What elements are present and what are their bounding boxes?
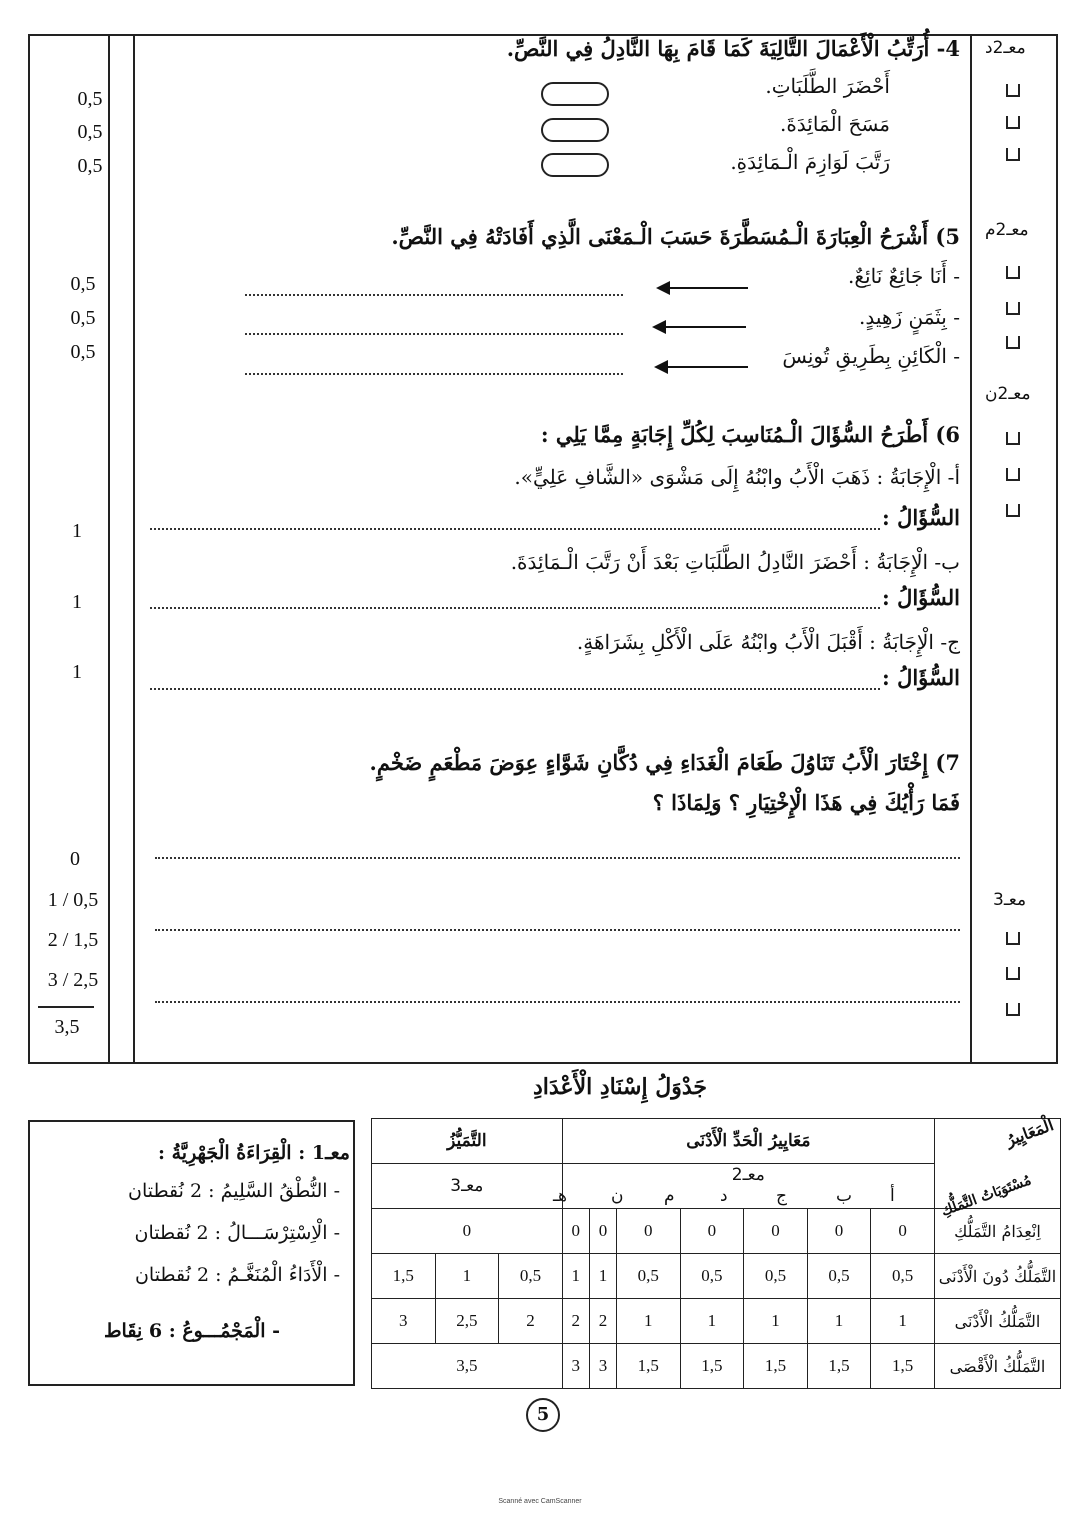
cell: 2 [562, 1299, 589, 1344]
criteria-column-divider [970, 34, 972, 1064]
checkbox[interactable] [1006, 148, 1020, 161]
question-4-title: 4- أُرَتِّبُ الْأَعْمَالَ التَّالِيَةَ كَمَا قَامَ بِهَا النَّادِلُ فِي النَّصِّ. [506, 36, 960, 61]
table-row [372, 1209, 1061, 1254]
arrow-left-icon [658, 287, 748, 289]
criterion-letter: هـ [553, 1186, 567, 1206]
checkbox[interactable] [1006, 336, 1020, 349]
arrow-left-icon [656, 366, 748, 368]
criterion-label: معـ2م [985, 220, 1029, 240]
cell: 0 [871, 1209, 935, 1254]
cell: 1 [807, 1299, 871, 1344]
checkbox[interactable] [1006, 967, 1020, 980]
checkbox[interactable] [1006, 116, 1020, 129]
score-value: 0,5 [77, 155, 103, 177]
checkbox[interactable] [1006, 84, 1020, 97]
cell: 0 [617, 1209, 681, 1254]
question-7-line-1: 7) إِخْتَارَ الْأَبُ تَنَاوُلَ طَعَامَ الْغَدَاءِ فِي دُكَّانِ شَوَّاءٍ عِوَضَ مَطْعَمٍ ضَخْمٍ. [369, 750, 960, 775]
score-value: 1 [72, 520, 82, 542]
cell: 0 [589, 1209, 616, 1254]
corner-top-label: الْمَعَايِيرُ [1002, 1115, 1056, 1150]
cell: 1 [744, 1299, 808, 1344]
cell: 1,5 [871, 1344, 935, 1389]
q4-item-1: أَحْضَرَ الطَّلَبَاتِ. [765, 74, 890, 98]
cell: 0 [744, 1209, 808, 1254]
criterion-letter: م [664, 1186, 675, 1206]
table-row [372, 1299, 1061, 1344]
min-criteria-header: مَعَايِيرُ الْحَدِّ الْأَدْنَى [562, 1119, 934, 1164]
question-5-title: 5) أَشْرَحُ الْعِبَارَةَ الْـمُسَطَّرَةَ حَسَبَ الْـمَعْنَى الَّذِي أَفَادَتْهُ فِي النَّصِّ. [391, 224, 960, 249]
row-label: التَّمَلُّكُ دُونَ الْأَدْنَى [935, 1254, 1061, 1299]
score-value: 0,5 [70, 341, 96, 363]
criterion-letter: أ [890, 1186, 895, 1206]
q5-item-3: - الْكَائِنِ بِطَرِيقِ تُونِسَ [782, 344, 960, 368]
cell: 3,5 [372, 1344, 563, 1389]
cell: 0 [680, 1209, 744, 1254]
cell: 1 [435, 1254, 499, 1299]
score-value: 1 / 0,5 [47, 889, 99, 911]
score-value: 1 [72, 661, 82, 683]
legend-item: - الْاِسْتِرْسَـــالُ : 2 نُقطتان [134, 1222, 340, 1244]
criterion-label: معـ2ن [985, 384, 1031, 404]
cell: 1,5 [372, 1254, 436, 1299]
cell: 1,5 [744, 1344, 808, 1389]
legend-total: - الْمَجْمُـــوعُ : 6 نِقَاط [103, 1320, 280, 1342]
criterion-label: معـ2د [985, 38, 1026, 58]
criterion-letter: ن [611, 1186, 624, 1206]
legend-title: معـ1 : الْقِرَاءَةُ الْجَهْرِيَّةُ : [157, 1142, 350, 1164]
score-total: 3,5 [54, 1016, 80, 1038]
cell: 3 [589, 1344, 616, 1389]
cell: 0,5 [744, 1254, 808, 1299]
grading-table [371, 1115, 1061, 1389]
checkbox[interactable] [1006, 1003, 1020, 1016]
answer-line[interactable] [155, 929, 960, 931]
q6-answer-b: ب- الْإِجَابَةُ : أَحْضَرَ النَّادِلُ الطَّلَبَاتِ بَعْدَ أَنْ رَتَّبَ الْـمَائِدَةَ. [510, 550, 960, 574]
score-column-divider-2 [133, 34, 135, 1064]
answer-line[interactable] [150, 688, 880, 690]
row-label: اِنْعِدَامُ التَّمَلُّكِ [935, 1209, 1061, 1254]
q4-item-3: رَتَّبَ لَوَازِمَ الْـمَائِدَةِ. [730, 150, 890, 174]
cell: 1 [562, 1254, 589, 1299]
criterion-label: معـ3 [993, 890, 1027, 910]
criterion-letter: ب [836, 1186, 853, 1206]
checkbox[interactable] [1006, 468, 1020, 481]
checkbox[interactable] [1006, 302, 1020, 315]
answer-line[interactable] [245, 333, 623, 335]
cell: 0,5 [871, 1254, 935, 1299]
corner-bottom-label: مُسْتَوَيَاتُ التَّمَلُّكِ [939, 1172, 1034, 1220]
q6-answer-a: أ- الْإِجَابَةُ : ذَهَبَ الْأَبُ وابْنُهُ إِلَى مَشْوَى «الشَّافِ عَلِيٍّ». [514, 465, 960, 489]
order-answer-box-2[interactable] [541, 118, 609, 142]
answer-line[interactable] [150, 607, 880, 609]
score-value: 0,5 [70, 307, 96, 329]
criterion-letter: ج [776, 1186, 787, 1206]
cell: 0,5 [617, 1254, 681, 1299]
row-label: التَّمَلُّكُ الْأَقْصَى [935, 1344, 1061, 1389]
checkbox[interactable] [1006, 504, 1020, 517]
question-6-title: 6) أَطْرَحُ السُّؤَالَ الْـمُنَاسِبَ لِكُلِّ إِجَابَةٍ مِمَّا يَلِي : [540, 422, 960, 447]
cell: 2 [499, 1299, 563, 1344]
exam-frame [28, 34, 1058, 1064]
checkbox[interactable] [1006, 932, 1020, 945]
score-value: 0,5 [77, 88, 103, 110]
answer-line[interactable] [155, 1001, 960, 1003]
row-label: التَّمَلُّكُ الْأَدْنَى [935, 1299, 1061, 1344]
legend-item: - الْأَدَاءُ الْمُنَغَّـمُ : 2 نُقطتان [134, 1264, 340, 1286]
score-value: 3 / 2,5 [47, 969, 99, 991]
cell: 1 [589, 1254, 616, 1299]
excellence-header: التَّمَيُّزُ [372, 1119, 563, 1164]
cell: 2,5 [435, 1299, 499, 1344]
answer-line[interactable] [155, 857, 960, 859]
cell: 1 [617, 1299, 681, 1344]
score-value: 2 / 1,5 [47, 929, 99, 951]
q4-item-2: مَسَحَ الْمَائِدَةَ. [779, 112, 890, 136]
cell: 2 [589, 1299, 616, 1344]
order-answer-box-3[interactable] [541, 153, 609, 177]
arrow-left-icon [654, 326, 746, 328]
cell: 1 [871, 1299, 935, 1344]
q5-item-1: - أَنَا جَائِعٌ نَائِعٌ. [848, 264, 960, 288]
table-row [372, 1344, 1061, 1389]
cell: 0,5 [680, 1254, 744, 1299]
answer-line[interactable] [245, 294, 623, 296]
criterion-letter: د [720, 1186, 728, 1206]
q6-question-label-a: السُّؤَالُ : [882, 505, 960, 530]
score-value: 0,5 [77, 121, 103, 143]
score-value: 0 [70, 848, 80, 870]
answer-line[interactable] [245, 373, 623, 375]
cell: 1 [680, 1299, 744, 1344]
total-divider [38, 1006, 94, 1008]
cell: 0 [807, 1209, 871, 1254]
cell: 1,5 [680, 1344, 744, 1389]
grading-table-title: جَدْوَلُ إِسْنَادِ الْأَعْدَادِ [532, 1074, 707, 1100]
cell: 0 [562, 1209, 589, 1254]
answer-line[interactable] [150, 528, 880, 530]
q6-question-label-c: السُّؤَالُ : [882, 665, 960, 690]
score-value: 1 [72, 591, 82, 613]
checkbox[interactable] [1006, 432, 1020, 445]
checkbox[interactable] [1006, 266, 1020, 279]
mu3-label: معـ3 [372, 1164, 563, 1209]
scanner-footer: Scanné avec CamScanner [498, 1498, 582, 1505]
cell: 3 [372, 1299, 436, 1344]
cell: 1,5 [807, 1344, 871, 1389]
cell: 1,5 [617, 1344, 681, 1389]
q6-question-label-b: السُّؤَالُ : [882, 585, 960, 610]
question-7-line-2: فَمَا رَأْيُكَ فِي هَذَا الْإِخْتِيَارِ ؟ وَلِمَاذَا ؟ [652, 790, 960, 815]
page-number: 5 [526, 1398, 560, 1432]
table-row [372, 1254, 1061, 1299]
q6-answer-c: ج- الْإِجَابَةُ : أَقْبَلَ الْأَبُ وابْنُهُ عَلَى الْأَكْلِ بِشَرَاهَةٍ. [576, 630, 960, 654]
cell: 0 [372, 1209, 563, 1254]
cell: 0,5 [807, 1254, 871, 1299]
order-answer-box-1[interactable] [541, 82, 609, 106]
corner-header [935, 1115, 1061, 1220]
legend-item: - النُّطْقُ السَّلِيمُ : 2 نُقطتان [127, 1180, 340, 1202]
mu2-label: معـ2 [731, 1165, 765, 1185]
cell: 3 [562, 1344, 589, 1389]
cell: 0,5 [499, 1254, 563, 1299]
q5-item-2: - بِثَمَنٍ زَهِيدٍ. [859, 305, 960, 329]
score-value: 0,5 [70, 273, 96, 295]
